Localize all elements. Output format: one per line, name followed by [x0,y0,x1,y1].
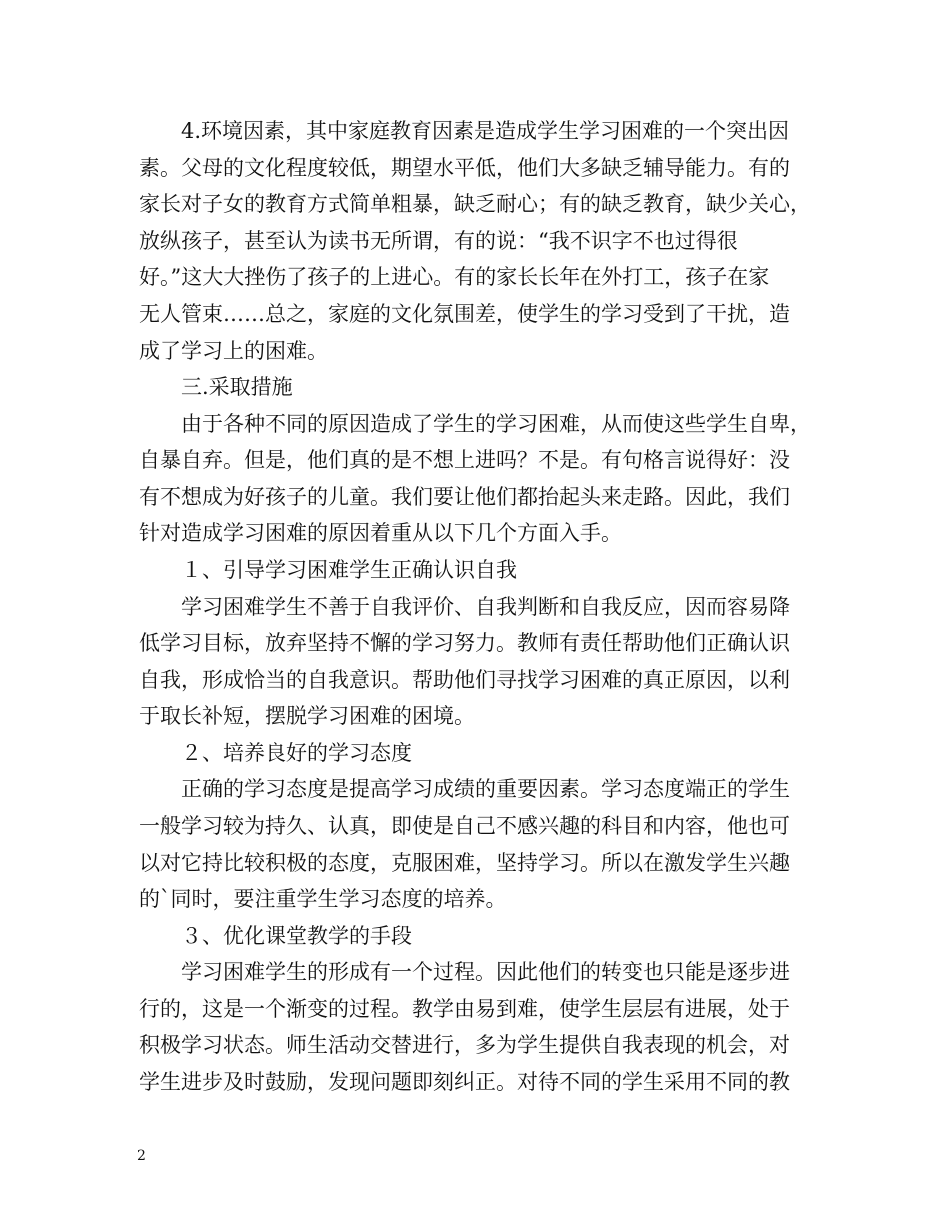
text-line: 于取长补短，摆脱学习困难的困境。 [139,704,475,728]
subsection-heading: ３、优化课堂教学的手段 [181,924,412,948]
text-line: 的`同时，要注重学生学习态度的培养。 [139,887,507,911]
text-line: 素。父母的文化程度较低，期望水平低，他们大多缺乏辅导能力。有的 [139,156,790,180]
text-line: 自我，形成恰当的自我意识。帮助他们寻找学习困难的真正原因，以利 [139,668,790,692]
text-line: 针对造成学习困难的原因着重从以下几个方面入手。 [139,521,622,545]
text-line: 4.环境因素，其中家庭教育因素是造成学生学习困难的一个突出因 [181,119,790,143]
text-line: 学习困难学生不善于自我评价、自我判断和自我反应，因而容易降 [181,595,790,619]
text-line: 有不想成为好孩子的儿童。我们要让他们都抬起头来走路。因此，我们 [139,485,790,509]
section-heading: 三.采取措施 [181,375,293,399]
subsection-heading: ２、培养良好的学习态度 [181,741,412,765]
text-line: 以对它持比较积极的态度，克服困难，坚持学习。所以在激发学生兴趣 [139,851,790,875]
text-line: 由于各种不同的原因造成了学生的学习困难，从而使这些学生自卑， [181,412,811,436]
text-line: 低学习目标，放弃坚持不懈的学习努力。教师有责任帮助他们正确认识 [139,631,790,655]
page-number: 2 [137,1148,146,1164]
text-line: 家长对子女的教育方式简单粗暴，缺乏耐心；有的缺乏教育，缺少关心， [139,192,811,216]
text-line: 放纵孩子，甚至认为读书无所谓，有的说：“我不识字不也过得很 [139,229,738,253]
text-line: 学习困难学生的形成有一个过程。因此他们的转变也只能是逐步进 [181,960,790,984]
text-line: 一般学习较为持久、认真，即使是自己不感兴趣的科目和内容，他也可 [139,814,790,838]
text-line: 正确的学习态度是提高学习成绩的重要因素。学习态度端正的学生 [181,777,790,801]
text-line: 无人管束……总之，家庭的文化氛围差，使学生的学习受到了干扰，造 [139,302,790,326]
text-line: 行的，这是一个渐变的过程。教学由易到难，使学生层层有进展，处于 [139,997,790,1021]
text-line: 好。”这大大挫伤了孩子的上进心。有的家长长年在外打工，孩子在家 [139,265,770,289]
text-line: 成了学习上的困难。 [139,339,328,363]
text-line: 自暴自弃。但是，他们真的是不想上进吗？不是。有句格言说得好：没 [139,448,790,472]
text-line: 学生进步及时鼓励，发现问题即刻纠正。对待不同的学生采用不同的教 [139,1070,790,1094]
subsection-heading: １、引导学习困难学生正确认识自我 [181,558,517,582]
text-line: 积极学习状态。师生活动交替进行，多为学生提供自我表现的机会，对 [139,1033,790,1057]
